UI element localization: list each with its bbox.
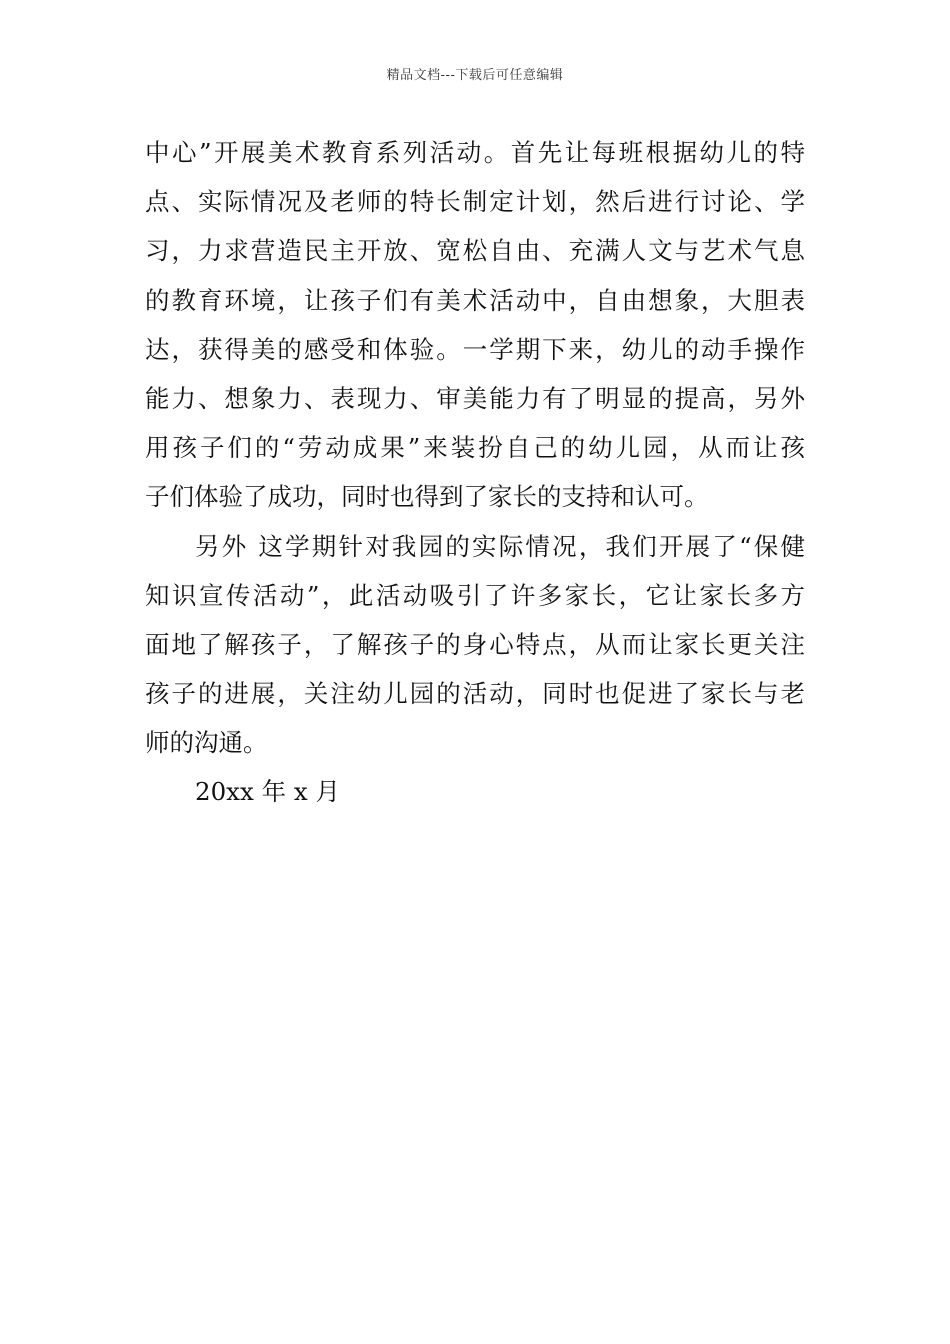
date-line: 20xx 年 x 月 xyxy=(195,777,340,807)
text-line: 中心”开展美术教育系列活动。首先让每班根据幼儿的特 xyxy=(145,138,805,167)
text-line: 点、实际情况及老师的特长制定计划，然后进行讨论、学 xyxy=(145,187,805,217)
text-line: 面地了解孩子，了解孩子的身心特点，从而让家长更关注 xyxy=(145,629,805,659)
page-header: 精品文档---下载后可任意编辑 xyxy=(386,68,564,83)
text-line: 知识宣传活动”，此活动吸引了许多家长，它让家长多方 xyxy=(145,580,805,610)
text-line: 的教育环境，让孩子们有美术活动中，自由想象，大胆表 xyxy=(145,285,805,315)
text-line: 能力、想象力、表现力、审美能力有了明显的提高，另外 xyxy=(145,383,805,413)
text-line: 用孩子们的“劳动成果”来装扮自己的幼儿园，从而让孩 xyxy=(145,433,805,463)
paragraph-date xyxy=(145,767,805,816)
paragraph-health-knowledge xyxy=(145,522,805,768)
text-line: 子们体验了成功，同时也得到了家长的支持和认可。 xyxy=(145,482,709,512)
document-body xyxy=(145,128,805,817)
text-line: 另外 这学期针对我园的实际情况，我们开展了“保健 xyxy=(195,531,805,561)
text-line: 孩子的进展，关注幼儿园的活动，同时也促进了家长与老 xyxy=(145,679,805,709)
text-line: 习，力求营造民主开放、宽松自由、充满人文与艺术气息 xyxy=(145,236,805,266)
text-line: 师的沟通。 xyxy=(145,728,268,758)
paragraph-art-education xyxy=(145,128,805,522)
text-line: 达，获得美的感受和体验。一学期下来，幼儿的动手操作 xyxy=(145,334,805,364)
